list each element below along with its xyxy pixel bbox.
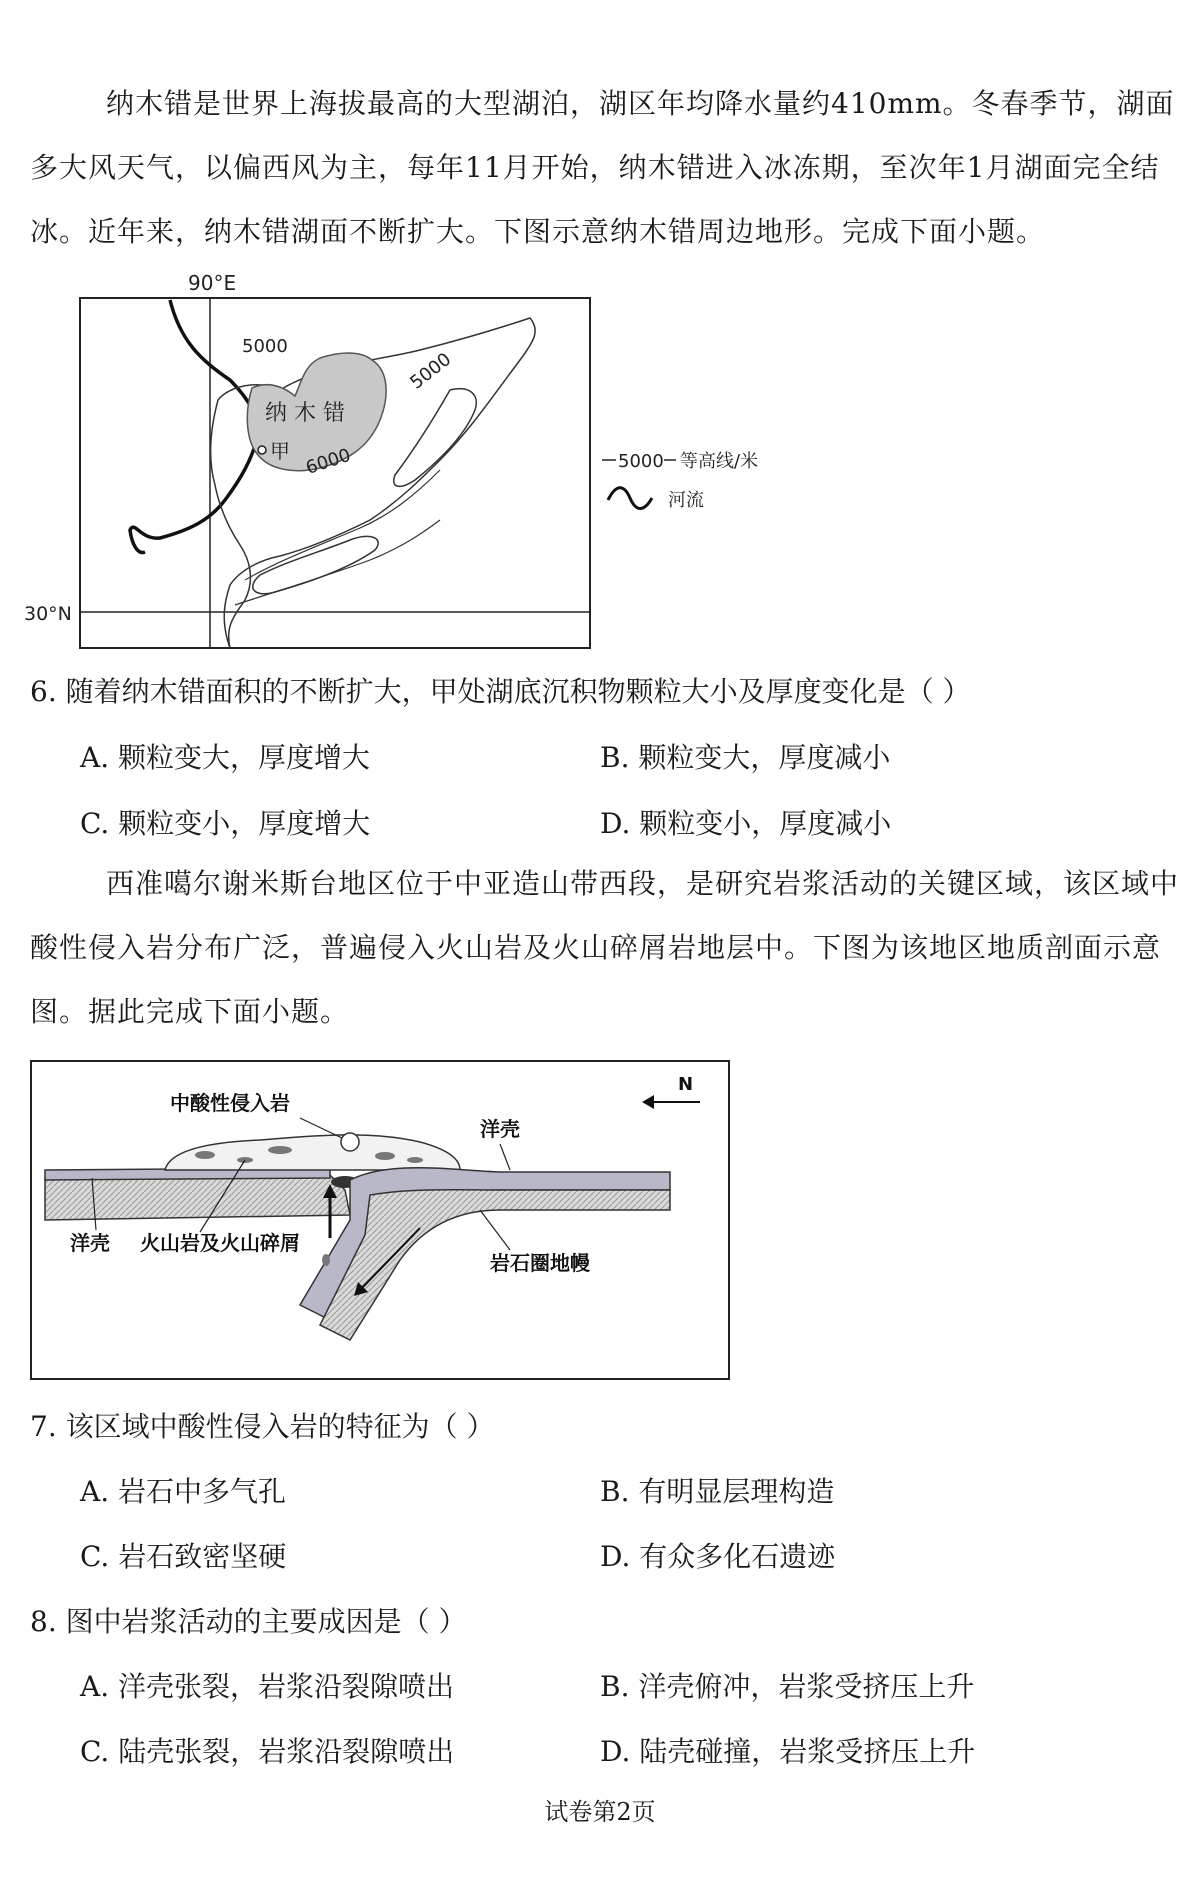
passage-xijunggar: 西准噶尔谢米斯台地区位于中亚造山带西段，是研究岩浆活动的关键区域，该区域中酸性侵入岩分布广泛，普遍侵入火山岩及火山碎屑岩地层中。下图为该地区地质剖面示意图。据此完成下面小题。 bbox=[30, 867, 1180, 1028]
longitude-label: 90°E bbox=[188, 271, 237, 295]
intrusive-body-symbol bbox=[341, 1133, 359, 1151]
q6-option-a[interactable]: A. 颗粒变大，厚度增大 bbox=[80, 741, 371, 774]
river-path bbox=[130, 300, 258, 553]
q8-option-b[interactable]: B. 洋壳俯冲，岩浆受挤压上升 bbox=[600, 1670, 975, 1703]
contour-label-2: 5000 bbox=[406, 348, 456, 394]
north-label: N bbox=[678, 1074, 694, 1095]
passage-namco: 纳木错是世界上海拔最高的大型湖泊，湖区年均降水量约410mm。冬春季节，湖面多大风天气，以偏西风为主，每年11月开始，纳木错进入冰冻期，至次年1月湖面完全结冰。近年来，纳木错湖面不断扩大。下图示意纳木错周边地形。完成下面小题。 bbox=[30, 87, 1175, 248]
label-intrusive-rock: 中酸性侵入岩 bbox=[170, 1091, 290, 1115]
volcanic-fragment-3 bbox=[268, 1146, 292, 1154]
river-legend-icon bbox=[608, 488, 652, 509]
question-7-stem: 7. 该区域中酸性侵入岩的特征为（ ） bbox=[30, 1410, 495, 1443]
q7-option-a[interactable]: A. 岩石中多气孔 bbox=[80, 1475, 287, 1508]
q6-option-d[interactable]: D. 颗粒变小，厚度减小 bbox=[600, 807, 892, 840]
point-jia-label: 甲 bbox=[270, 439, 290, 463]
q8-option-d[interactable]: D. 陆壳碰撞，岩浆受挤压上升 bbox=[600, 1735, 976, 1768]
q7-option-b[interactable]: B. 有明显层理构造 bbox=[600, 1475, 835, 1508]
contour-label-3: 6000 bbox=[303, 444, 354, 479]
q7-option-d[interactable]: D. 有众多化石遗迹 bbox=[600, 1540, 836, 1573]
question-6-stem: 6. 随着纳木错面积的不断扩大，甲处湖底沉积物颗粒大小及厚度变化是（ ） bbox=[30, 675, 971, 708]
q6-option-c[interactable]: C. 颗粒变小，厚度增大 bbox=[80, 807, 371, 840]
q8-option-c[interactable]: C. 陆壳张裂，岩浆沿裂隙喷出 bbox=[80, 1735, 455, 1768]
contour-ridge-loop bbox=[394, 389, 477, 487]
latitude-label: 30°N bbox=[24, 603, 72, 625]
contour-line-lower bbox=[235, 520, 440, 605]
lake-name-label: 纳 木 错 bbox=[265, 401, 345, 426]
left-oceanic-slab bbox=[45, 1175, 350, 1220]
label-oceanic-crust-left: 洋壳 bbox=[70, 1231, 110, 1255]
q6-option-b[interactable]: B. 颗粒变大，厚度减小 bbox=[600, 741, 891, 774]
legend-contour-value: 5000 bbox=[618, 451, 664, 472]
geological-section-diagram bbox=[30, 1060, 730, 1380]
volcanic-fragment-1 bbox=[195, 1151, 215, 1159]
map-frame bbox=[80, 298, 590, 648]
point-jia-marker bbox=[258, 446, 266, 454]
legend-contour-text: 等高线/米 bbox=[680, 451, 759, 472]
question-8-stem: 8. 图中岩浆活动的主要成因是（ ） bbox=[30, 1605, 467, 1638]
volcanic-fragment-4 bbox=[375, 1152, 395, 1160]
namco-topographic-map bbox=[20, 270, 780, 660]
legend-river-text: 河流 bbox=[668, 490, 704, 511]
label-lithospheric-mantle: 岩石圈地幔 bbox=[490, 1251, 590, 1275]
magma-blob bbox=[322, 1254, 330, 1266]
q7-option-c[interactable]: C. 岩石致密坚硬 bbox=[80, 1540, 287, 1573]
contour-line-mid bbox=[245, 470, 440, 580]
north-arrow-head bbox=[642, 1095, 654, 1109]
leader-mantle bbox=[480, 1210, 510, 1250]
q8-option-a[interactable]: A. 洋壳张裂，岩浆沿裂隙喷出 bbox=[80, 1670, 455, 1703]
contour-label-1: 5000 bbox=[242, 336, 288, 357]
volcanic-fragment-5 bbox=[407, 1157, 423, 1163]
label-volcanic-rock: 火山岩及火山碎屑 bbox=[140, 1231, 300, 1255]
leader-oceanic-right bbox=[500, 1144, 510, 1170]
label-oceanic-crust-right: 洋壳 bbox=[480, 1117, 520, 1141]
page-footer: 试卷第2页 bbox=[544, 1798, 656, 1826]
